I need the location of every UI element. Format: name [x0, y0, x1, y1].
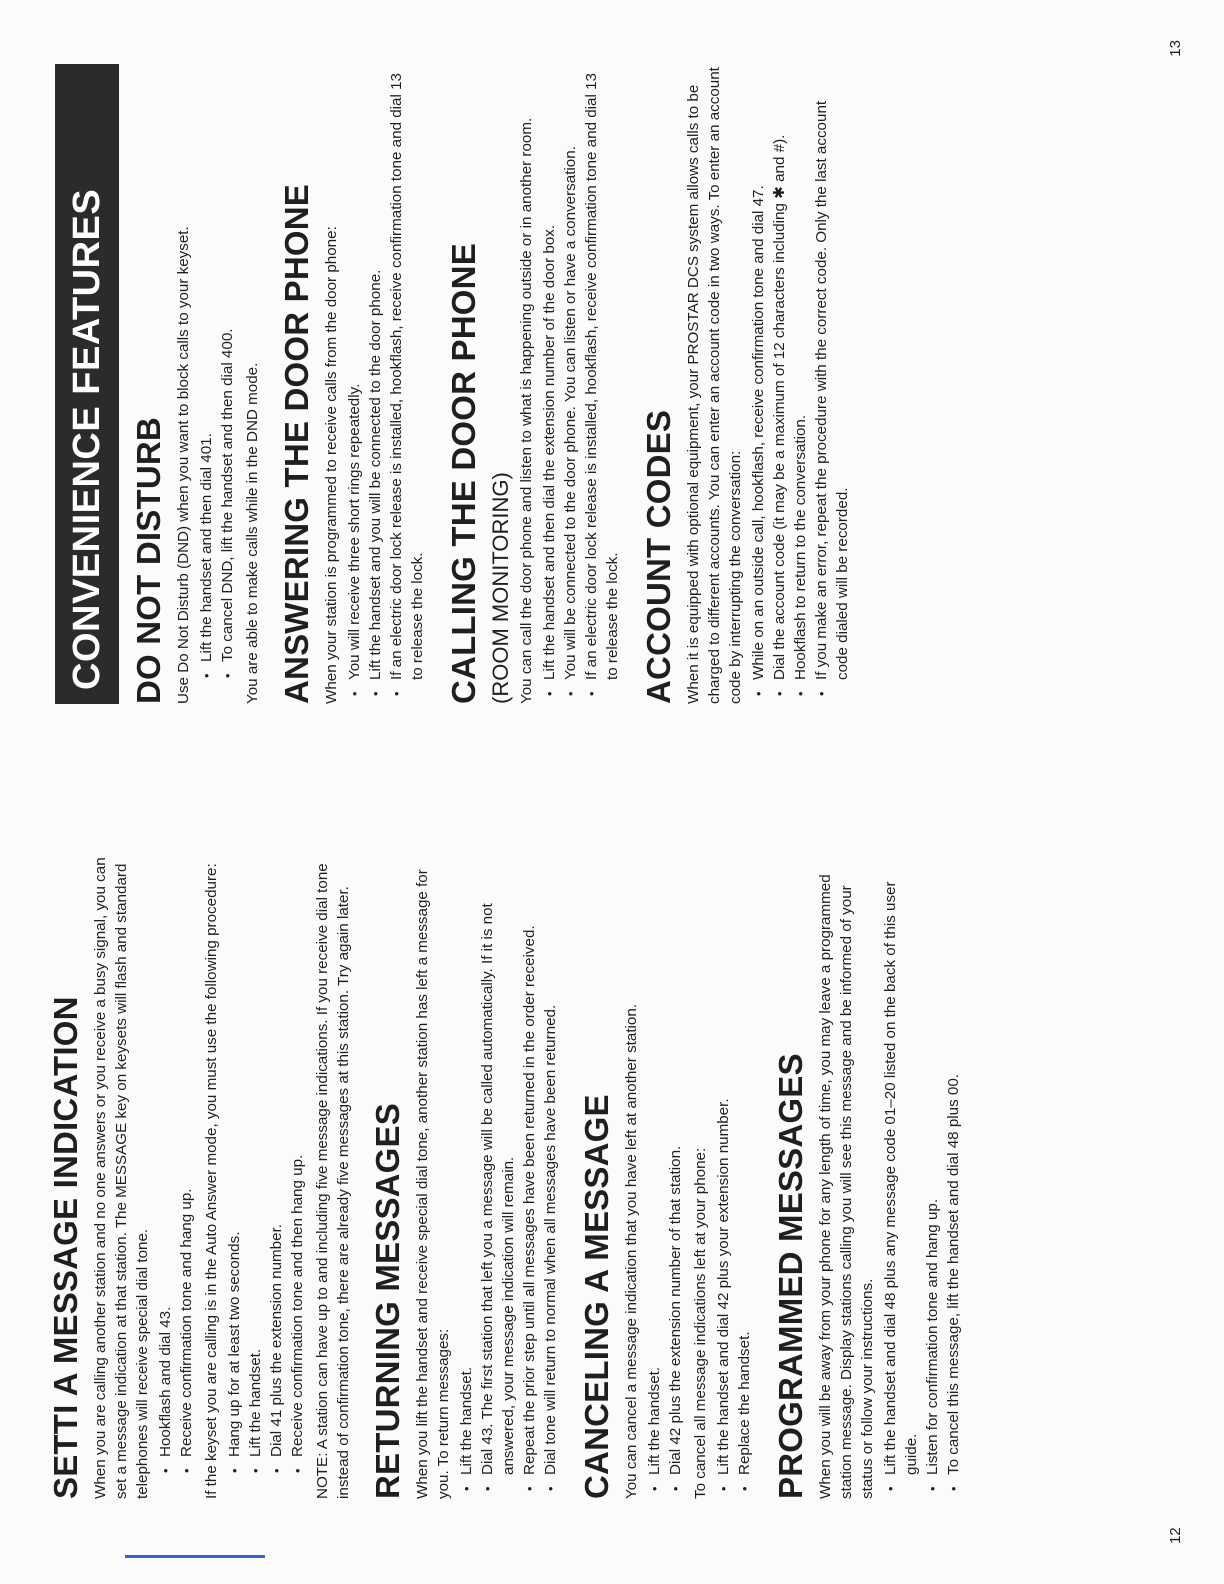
- returning-intro: When you lift the handset and receive special dial tone, another station has left a message for you. To return messages:: [414, 869, 452, 1499]
- list-item: • If you make an error, repeat the procedure with the correct code. Only the last account code dialed will be recorded.: [811, 64, 853, 704]
- list-item: • If an electric door lock release is installed, hookflash, receive confirmation tone and dial 13 to release the lock.: [386, 64, 428, 704]
- list-item: • Lift the handset.: [245, 849, 266, 1499]
- list-item: • Replace the handset.: [734, 849, 755, 1499]
- list-item: • Lift the handset and you will be connected to the door phone.: [365, 64, 386, 704]
- message-limit-note: NOTE: A station can have up to and including five message indications. If you receive dial tone instead of confirmation tone, there are already five messages at this station. Try again later.: [314, 863, 352, 1499]
- section-subtitle-calling: (ROOM MONITORING): [488, 472, 513, 704]
- list-item: • Dial tone will return to normal when all messages have been returned.: [540, 849, 561, 1499]
- blue-ink-mark: [125, 1555, 265, 1558]
- calling-intro: You can call the door phone and listen to what is happening outside or in another room.: [518, 117, 535, 704]
- dnd-steps-list: [196, 64, 238, 704]
- list-item: • Dial the account code (it may be a maximum of 12 characters including ✱ and #).: [769, 64, 790, 704]
- list-item: • Lift the handset and dial 48 plus any message code 01–20 listed on the back of this user guide.: [880, 849, 922, 1499]
- list-item: • Lift the handset.: [456, 849, 477, 1499]
- answering-steps-list: [344, 64, 428, 704]
- account-intro: When it is equipped with optional equipment, your PROSTAR DCS system allows calls to be charged to different accounts. You can enter an account code in two ways. To enter an account code by interrupting the conversation:: [685, 67, 744, 704]
- calling-door-phone-section: [446, 64, 623, 704]
- section-title-setting: SETTI A MESSAGE INDICATION: [47, 996, 84, 1499]
- list-item: • To cancel DND, lift the handset and then dial 400.: [217, 64, 238, 704]
- list-item: • Lift the handset and then dial the extension number of the door box.: [539, 64, 560, 704]
- setting-message-section: [48, 849, 354, 1499]
- list-item: • Hang up for at least two seconds.: [224, 849, 245, 1499]
- calling-steps-list: [539, 64, 623, 704]
- setting-steps-list: [155, 849, 197, 1499]
- dnd-intro: Use Do Not Disturb (DND) when you want to block calls to your keyset.: [175, 226, 192, 704]
- page-number-left: 12: [1167, 1527, 1184, 1544]
- list-item: • Listen for confirmation tone and hang up.: [922, 849, 943, 1499]
- list-item: • Repeat the prior step until all messages have been returned in the order received.: [519, 849, 540, 1499]
- page-12: [0, 794, 1224, 1584]
- account-steps-list: [748, 64, 853, 704]
- list-item: • You will receive three short rings repeatedly.: [344, 64, 365, 704]
- list-item: • Lift the handset and then dial 401.: [196, 64, 217, 704]
- list-item: • Hookflash to return to the conversation.: [790, 64, 811, 704]
- list-item: • While on an outside call, hookflash, receive confirmation tone and dial 47.: [748, 64, 769, 704]
- answering-door-phone-section: [279, 64, 428, 704]
- list-item: • Dial 42 plus the extension number of that station.: [665, 849, 686, 1499]
- returning-steps-list: [456, 849, 561, 1499]
- list-item: • Dial 41 plus the extension number.: [266, 849, 287, 1499]
- programmed-intro: When you will be away from your phone for any length of time, you may leave a programmed station message. Display stations calling you will see this message and be informed of your status or follow your instructions.: [817, 874, 876, 1499]
- do-not-disturb-section: [131, 64, 263, 704]
- cancel-all-note: To cancel all message indications left at your phone:: [692, 1147, 709, 1499]
- chapter-banner: CONVENIENCE FEATURES: [55, 64, 119, 704]
- right-column: [55, 64, 857, 704]
- section-title-returning: RETURNING MESSAGES: [369, 1103, 406, 1499]
- list-item: • If an electric door lock release is installed, hookflash, receive confirmation tone and dial 13 to release the lock.: [581, 64, 623, 704]
- section-title-dnd: DO NOT DISTURB: [130, 417, 167, 704]
- section-title-account: ACCOUNT CODES: [640, 409, 677, 704]
- programmed-messages-section: [773, 849, 964, 1499]
- section-title-calling: CALLING THE DOOR PHONE: [445, 243, 482, 704]
- canceling-steps-list: [644, 849, 686, 1499]
- canceling-intro: You can cancel a message indication that you have left at another station.: [623, 1003, 640, 1499]
- auto-answer-steps-list: [224, 849, 308, 1499]
- page-number-right: 13: [1167, 40, 1184, 57]
- list-item: • Receive confirmation tone and hang up.: [176, 849, 197, 1499]
- list-item: • Lift the handset and dial 42 plus your extension number.: [713, 849, 734, 1499]
- programmed-steps-list: [880, 849, 964, 1499]
- canceling-message-section: [579, 849, 755, 1499]
- returning-messages-section: [370, 849, 561, 1499]
- list-item: • Receive confirmation tone and then hang up.: [287, 849, 308, 1499]
- section-title-programmed: PROGRAMMED MESSAGES: [772, 1053, 809, 1499]
- answering-intro: When your station is programmed to receive calls from the door phone:: [323, 226, 340, 704]
- list-item: • Hookflash and dial 43.: [155, 849, 176, 1499]
- dnd-outro: You are able to make calls while in the DND mode.: [244, 362, 261, 704]
- list-item: • You will be connected to the door phone. You can listen or have a conversation.: [560, 64, 581, 704]
- section-title-canceling: CANCELING A MESSAGE: [578, 1094, 615, 1499]
- auto-answer-note: If the keyset you are calling is in the Auto Answer mode, you must use the following procedure:: [203, 863, 220, 1499]
- list-item: • Dial 43. The first station that left you a message will be called automatically. If it is not answered, your message indication will remain.: [477, 849, 519, 1499]
- setting-intro: When you are calling another station and no one answers or you receive a busy signal, you can set a message indication at that station. The MESSAGE key on keysets will flash and standard telephones will receive special dial tone.: [92, 857, 151, 1499]
- section-title-answering: ANSWERING THE DOOR PHONE: [278, 184, 315, 704]
- account-codes-section: [641, 64, 853, 704]
- list-item: • Lift the handset.: [644, 849, 665, 1499]
- left-column: [48, 849, 968, 1499]
- list-item: • To cancel this message, lift the handset and dial 48 plus 00.: [943, 849, 964, 1499]
- cancel-all-steps-list: [713, 849, 755, 1499]
